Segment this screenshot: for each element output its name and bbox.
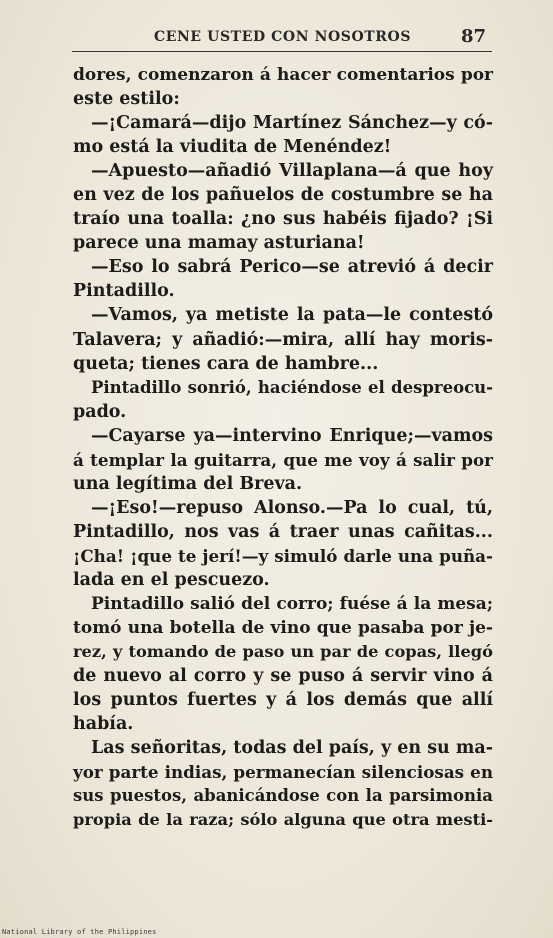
body-text xyxy=(73,63,493,833)
text-line: lada en el pescuezo. xyxy=(73,569,270,590)
text-line: rez, y tomando de paso un par de copas, llegó xyxy=(73,642,493,662)
text-line: propia de la raza; sólo alguna que otra mesti- xyxy=(73,810,493,830)
text-line: —Apuesto—añadió Villaplana—á que hoy xyxy=(91,161,493,182)
text-line: yor parte indias, permanecían silenciosas en xyxy=(73,762,493,783)
text-line: Las señoritas, todas del país, y en su ma- xyxy=(91,738,493,759)
text-line: á templar la guitarra, que me voy á salir por xyxy=(73,449,493,470)
text-line: dores, comenzaron á hacer comentarios por xyxy=(73,65,493,85)
text-line: los puntos fuertes y á los demás que allí xyxy=(73,690,493,711)
library-credit: National Library of the Philippines xyxy=(2,928,157,936)
running-header xyxy=(74,26,494,50)
text-line: mo está la viudita de Menéndez! xyxy=(73,137,392,158)
text-line: había. xyxy=(73,714,134,735)
text-line: traío una toalla: ¿no sus habéis fijado? ¡Si xyxy=(73,209,493,230)
running-title: CENE USTED CON NOSOTROS xyxy=(154,29,412,45)
text-line: —Eso lo sabrá Perico—se atrevió á decir xyxy=(91,257,493,278)
text-line: Talavera; y añadió:—mira, allí hay moris- xyxy=(73,329,493,350)
text-line: —Vamos, ya metiste la pata—le contestó xyxy=(91,305,493,326)
text-line: —Cayarse ya—intervino Enrique;—vamos xyxy=(91,425,493,446)
text-line: tomó una botella de vino que pasaba por je- xyxy=(73,618,493,639)
text-line: parece una mamay asturiana! xyxy=(73,233,365,254)
text-line: en vez de los pañuelos de costumbre se ha xyxy=(73,185,493,206)
text-line: queta; tienes cara de hambre... xyxy=(73,353,379,374)
text-line: este estilo: xyxy=(73,89,180,110)
header-rule xyxy=(72,51,492,52)
text-line: pado. xyxy=(73,401,127,422)
text-line: una legítima del Breva. xyxy=(73,473,303,494)
text-line: sus puestos, abanicándose con la parsimonia xyxy=(73,786,493,806)
text-line: —¡Camará—dijo Martínez Sánchez—y có- xyxy=(91,113,493,134)
text-line: de nuevo al corro y se puso á servir vino á xyxy=(73,666,493,687)
text-line: —¡Eso!—repuso Alonso.—Pa lo cual, tú, xyxy=(91,497,493,518)
text-line: Pintadillo salió del corro; fuése á la mesa; xyxy=(91,594,493,615)
text-line: Pintadillo sonrió, haciéndose el despreocu- xyxy=(91,377,493,397)
page-number: 87 xyxy=(460,26,486,47)
text-line: Pintadillo. xyxy=(73,281,175,302)
text-line: Pintadillo, nos vas á traer unas cañitas... xyxy=(73,521,493,542)
text-line: ¡Cha! ¡que te jerí!—y simuló darle una puña- xyxy=(73,545,493,566)
